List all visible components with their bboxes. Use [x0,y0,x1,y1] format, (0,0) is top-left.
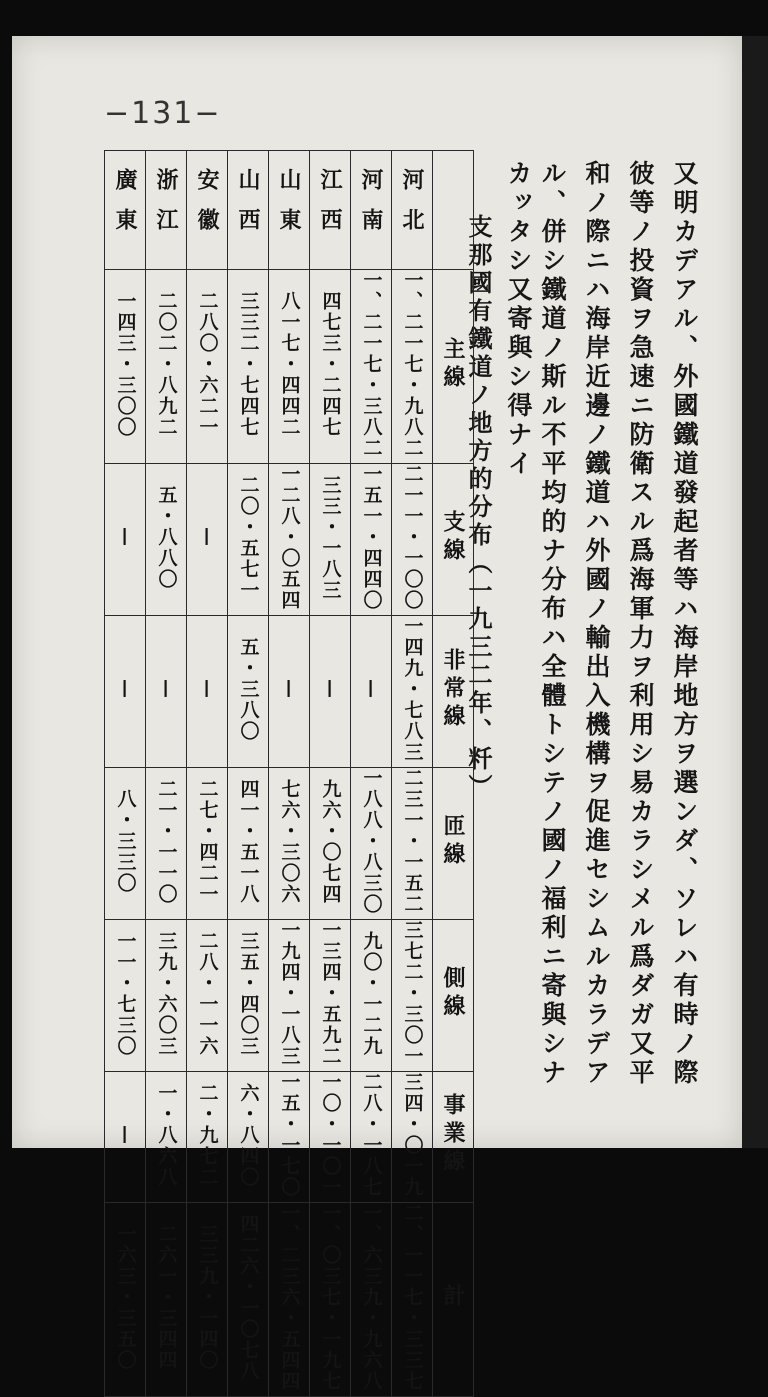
table-cell: 二〇二・八九二 [146,270,187,464]
table-cell: 三三・一八三 [310,464,351,616]
table-cell: 二〇・五七一 [228,464,269,616]
table-cell: 一二八・〇五四 [269,464,310,616]
table-title: 支那國有鐵道ノ地方的分布（一九三二年、粁） [464,214,493,802]
province-cell [392,151,433,270]
table-cell: — [146,616,187,768]
table-cell: 一九四・一八三 [269,920,310,1072]
table-cell: 一、二一七・九八二 [392,270,433,464]
column-header: 主線 [433,270,474,464]
province-name: 江西 [317,168,343,248]
province-cell [146,151,187,270]
table-row [105,768,474,920]
table-cell: 二七・四二一 [187,768,228,920]
table-cell: 一、二一七・三八二 [351,270,392,464]
table-row [105,920,474,1072]
province-cell [269,151,310,270]
table-cell: 三四・〇一九 [392,1072,433,1203]
table-cell: 二・九七二 [187,1072,228,1203]
body-line-2: 彼等ノ投資ヲ急速ニ防衛スル爲海軍力ヲ利用シ易カラシメル爲ダガ又平 [626,160,655,1088]
table-cell: 二八・一一六 [187,920,228,1072]
table-cell: 二一・一一〇 [146,768,187,920]
province-name: 山東 [276,168,302,248]
page-number: −131− [104,96,222,131]
table-cell: 二三一・一五二 [392,768,433,920]
body-line-4: ル、併シ鐵道ノ斯ル不平均的ナ分布ハ全體トシテノ國ノ福利ニ寄與シナ [538,160,567,1088]
table-cell: 一五・一七〇 [269,1072,310,1203]
column-header: 計 [433,1203,474,1397]
table-cell: 一、二三六・五四四 [269,1203,310,1397]
table-cell: 三七二・三〇一 [392,920,433,1072]
table-cell: 二一一・一〇〇 [392,464,433,616]
table-cell: 五・八八〇 [146,464,187,616]
table-cell: 八一七・四四二 [269,270,310,464]
table-row [105,1203,474,1397]
province-name: 安徽 [194,168,220,248]
table-cell: 一・八六八 [146,1072,187,1203]
column-header: 非常線 [433,616,474,768]
province-name: 河北 [399,168,425,248]
table-cell: 二六一・三四四 [146,1203,187,1397]
table-row [105,464,474,616]
table-cell: — [187,464,228,616]
body-line-1: 又明カデアル、外國鐵道發起者等ハ海岸地方ヲ選ンダ、ソレハ有時ノ際 [670,160,699,1088]
table-cell: 三九・六〇三 [146,920,187,1072]
table-cell: 二八〇・六二一 [187,270,228,464]
table-cell: 九六・〇七四 [310,768,351,920]
table-cell: — [105,616,146,768]
province-name: 浙江 [153,168,179,248]
table-row [105,616,474,768]
table-cell: 八・三三〇 [105,768,146,920]
table-cell: 五・三八〇 [228,616,269,768]
province-name: 山西 [235,168,261,248]
province-cell [105,151,146,270]
table-row [105,151,474,270]
table-cell: 一四九・七八三 [392,616,433,768]
table-cell: 二八・一八七 [351,1072,392,1203]
table-cell: 一五一・四四〇 [351,464,392,616]
table-cell: 一八八・八三〇 [351,768,392,920]
column-header: 支線 [433,464,474,616]
column-header: 匝線 [433,768,474,920]
table-cell: — [351,616,392,768]
table-cell: 一一・七三〇 [105,920,146,1072]
table-cell: 二、一一七・三三七 [392,1203,433,1397]
table-cell: 四二六・一〇七八 [228,1203,269,1397]
corner-cell [433,151,474,270]
table-cell: — [105,464,146,616]
table-cell: 六・八四〇 [228,1072,269,1203]
table-cell: — [310,616,351,768]
table-cell: 一、六三九・九六八 [351,1203,392,1397]
table-cell: 三五・四〇三 [228,920,269,1072]
table-cell: 一、〇三七・一九七 [310,1203,351,1397]
table-cell: 四一・五一八 [228,768,269,920]
table-cell: 一三四・五九二 [310,920,351,1072]
table-cell: 四七三・二四七 [310,270,351,464]
page-edge-shadow [742,36,768,1148]
table-row [105,270,474,464]
table-cell: 一六三・三五〇 [105,1203,146,1397]
province-cell [310,151,351,270]
province-name: 河南 [358,168,384,248]
column-header: 事業線 [433,1072,474,1203]
body-line-3: 和ノ際ニハ海岸近邊ノ鐵道ハ外國ノ輸出入機構ヲ促進セシムルカラデア [582,160,611,1088]
table-cell: 一〇・一〇一 [310,1072,351,1203]
table-row [105,1072,474,1203]
column-header: 側線 [433,920,474,1072]
province-cell [351,151,392,270]
body-line-5: カッタシ又寄與シ得ナイ [504,160,533,479]
table-cell: — [269,616,310,768]
province-name: 廣東 [112,168,138,248]
table-cell: 三三九・一四〇 [187,1203,228,1397]
table-cell: — [105,1072,146,1203]
table-cell: 九〇・一二九 [351,920,392,1072]
table-cell: 七六・三〇六 [269,768,310,920]
table-cell: 一四三・三〇〇 [105,270,146,464]
table-cell: 三三二・七四七 [228,270,269,464]
railway-distribution-table [104,150,474,1397]
province-cell [187,151,228,270]
table-cell: — [187,616,228,768]
province-cell [228,151,269,270]
